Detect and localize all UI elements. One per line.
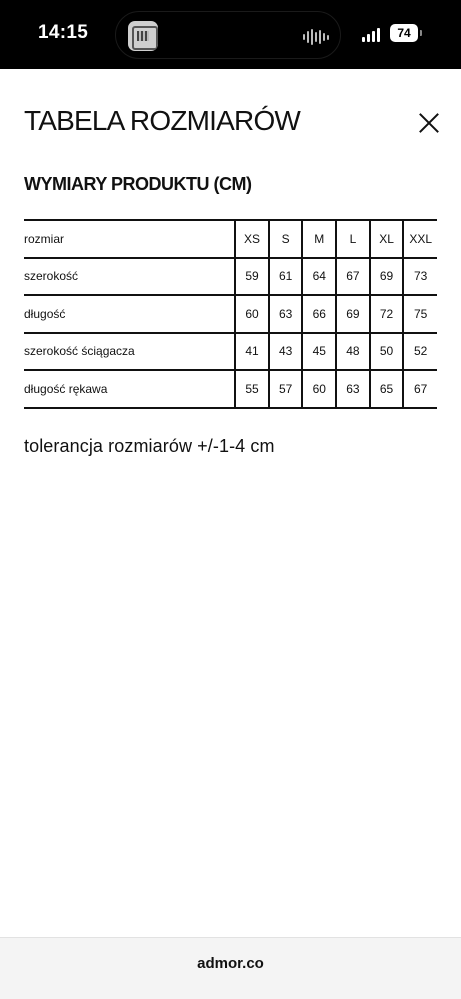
table-cell: S [269, 220, 303, 258]
cellular-signal-icon [362, 28, 380, 42]
table-cell: 65 [370, 370, 404, 408]
audio-waveform-icon [303, 28, 329, 46]
dynamic-island[interactable] [115, 11, 341, 59]
table-cell: 75 [403, 295, 437, 333]
table-cell: 41 [235, 333, 269, 371]
table-row [24, 370, 437, 408]
battery-level: 74 [397, 26, 411, 40]
table-cell: 72 [370, 295, 404, 333]
section-title: WYMIARY PRODUKTU (CM) [24, 174, 252, 194]
size-table-body [24, 220, 437, 408]
table-cell: 67 [336, 258, 370, 296]
table-row [24, 295, 437, 333]
table-row [24, 258, 437, 296]
table-header-row [24, 220, 437, 258]
close-icon[interactable] [418, 112, 440, 134]
table-cell: 63 [269, 295, 303, 333]
tolerance-note: tolerancja rozmiarów +/-1-4 cm [24, 436, 275, 456]
table-cell: 67 [403, 370, 437, 408]
table-row [24, 333, 437, 371]
media-thumbnail-icon [128, 21, 158, 51]
table-cell: 43 [269, 333, 303, 371]
table-cell: 69 [370, 258, 404, 296]
table-row-label: szerokość ściągacza [24, 333, 235, 371]
table-row-label: długość [24, 295, 235, 333]
table-cell: 50 [370, 333, 404, 371]
page-title: TABELA ROZMIARÓW [24, 105, 301, 136]
table-cell: XS [235, 220, 269, 258]
table-cell: 69 [336, 295, 370, 333]
table-cell: XXL [403, 220, 437, 258]
table-cell: 45 [302, 333, 336, 371]
table-cell: 60 [235, 295, 269, 333]
table-cell: 59 [235, 258, 269, 296]
table-cell: 52 [403, 333, 437, 371]
table-cell: 64 [302, 258, 336, 296]
table-cell: 73 [403, 258, 437, 296]
table-row-label: rozmiar [24, 220, 235, 258]
table-cell: 63 [336, 370, 370, 408]
table-cell: 48 [336, 333, 370, 371]
table-cell: 61 [269, 258, 303, 296]
status-bar [0, 0, 461, 69]
table-row-label: szerokość [24, 258, 235, 296]
table-cell: 57 [269, 370, 303, 408]
table-cell: XL [370, 220, 404, 258]
battery-icon [390, 24, 418, 42]
table-cell: M [302, 220, 336, 258]
table-cell: 55 [235, 370, 269, 408]
table-row-label: długość rękawa [24, 370, 235, 408]
size-table [24, 219, 437, 409]
battery-nub [420, 30, 422, 36]
table-cell: L [336, 220, 370, 258]
browser-address-bar[interactable] [0, 937, 461, 999]
url-text[interactable]: admor.co [197, 955, 264, 972]
status-time: 14:15 [38, 22, 89, 43]
table-cell: 60 [302, 370, 336, 408]
table-cell: 66 [302, 295, 336, 333]
